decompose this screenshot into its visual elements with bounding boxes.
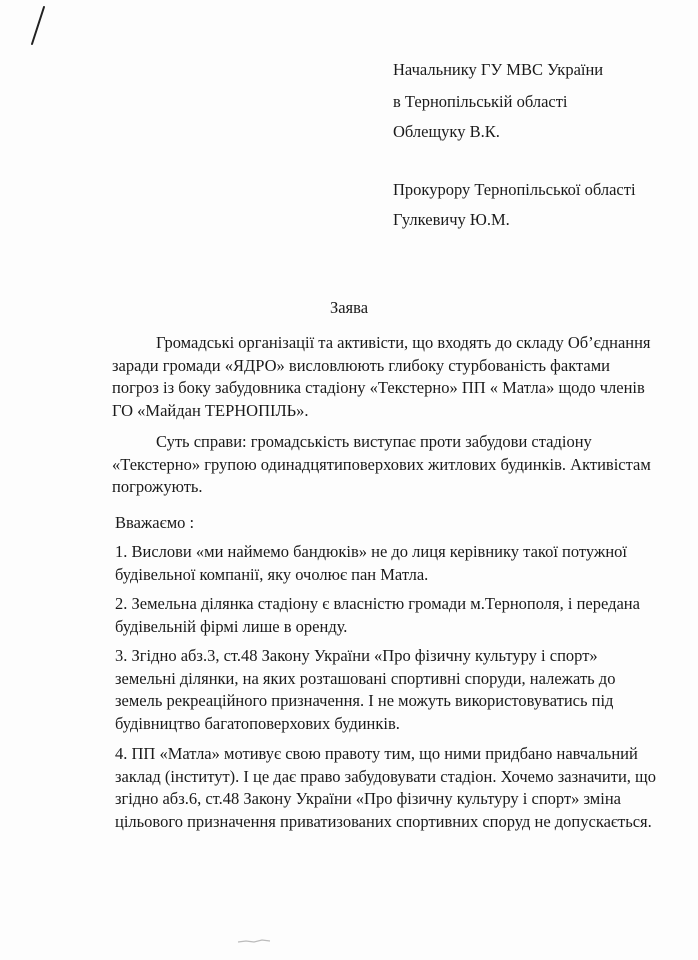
addressee-police-line-1: Начальнику ГУ МВС України	[393, 60, 604, 79]
text-line: 4. ПП «Матла» мотивує свою правоту тим, що ними придбано навчальний	[115, 744, 638, 763]
addressee-police-line-2: в Тернопільській області	[393, 92, 568, 111]
text-line: будівельній фірмі лише в оренду.	[115, 616, 348, 636]
text-line: Громадські організації та активісти, що входять до складу Об’єднання	[156, 333, 651, 352]
addressee-prosecutor-line-2: Гулкевичу Ю.М.	[393, 210, 510, 229]
text-line: заклад (інститут). І це дає право забудовувати стадіон. Хочемо зазначити, що	[115, 766, 656, 786]
list-item-1	[115, 541, 645, 586]
scan-speck-mark	[236, 937, 276, 945]
text-line: погроз із боку забудовника стадіону «Текстерно» ПП « Матла» щодо членів	[112, 378, 645, 397]
text-line: 2. Земельна ділянка стадіону є власністю громади м.Тернополя, і передана	[115, 594, 640, 613]
text-line: Суть справи: громадськість виступає проти забудови стадіону	[156, 432, 592, 451]
document-title: Заява	[329, 298, 369, 317]
paragraph-intro	[112, 332, 651, 422]
text-line: ГО «Майдан ТЕРНОПІЛЬ».	[112, 400, 309, 420]
addressee-police-line-3: Облещуку В.К.	[393, 122, 500, 141]
list-item-3	[115, 645, 645, 735]
list-item-2	[115, 593, 645, 638]
text-line: земельні ділянки, на яких розташовані спортивні споруди, належать до	[115, 668, 616, 688]
text-line: будівництво багатоповерхових будинків.	[115, 713, 400, 733]
text-line: заради громади «ЯДРО» висловлюють глибоку стурбованість фактами	[112, 355, 611, 375]
handwritten-slash-mark	[24, 4, 54, 48]
text-line: «Текстерно» групою одинадцятиповерхових житлових будинків. Активістам	[112, 454, 651, 474]
list-item-4	[115, 743, 656, 833]
text-line: земель рекреаційного призначення. І не можуть використовуватись під	[115, 691, 614, 710]
text-line: будівельної компанії, яку очолює пан Матла.	[115, 564, 429, 584]
text-line: згідно абз.6, ст.48 Закону України «Про фізичну культуру і спорт» зміна	[115, 789, 621, 808]
we-consider-heading: Вважаємо :	[115, 513, 195, 532]
text-line: погрожують.	[112, 477, 203, 496]
addressee-prosecutor-line-1: Прокурору Тернопільської області	[393, 180, 636, 199]
text-line: 1. Вислови «ми наймемо бандюків» не до лиця керівнику такої потужної	[115, 542, 627, 561]
text-line: 3. Згідно абз.3, ст.48 Закону України «Про фізичну культуру і спорт»	[115, 646, 598, 665]
text-line: цільового призначення приватизованих спортивних споруд не допускається.	[115, 811, 652, 831]
paragraph-case-summary	[112, 431, 651, 499]
